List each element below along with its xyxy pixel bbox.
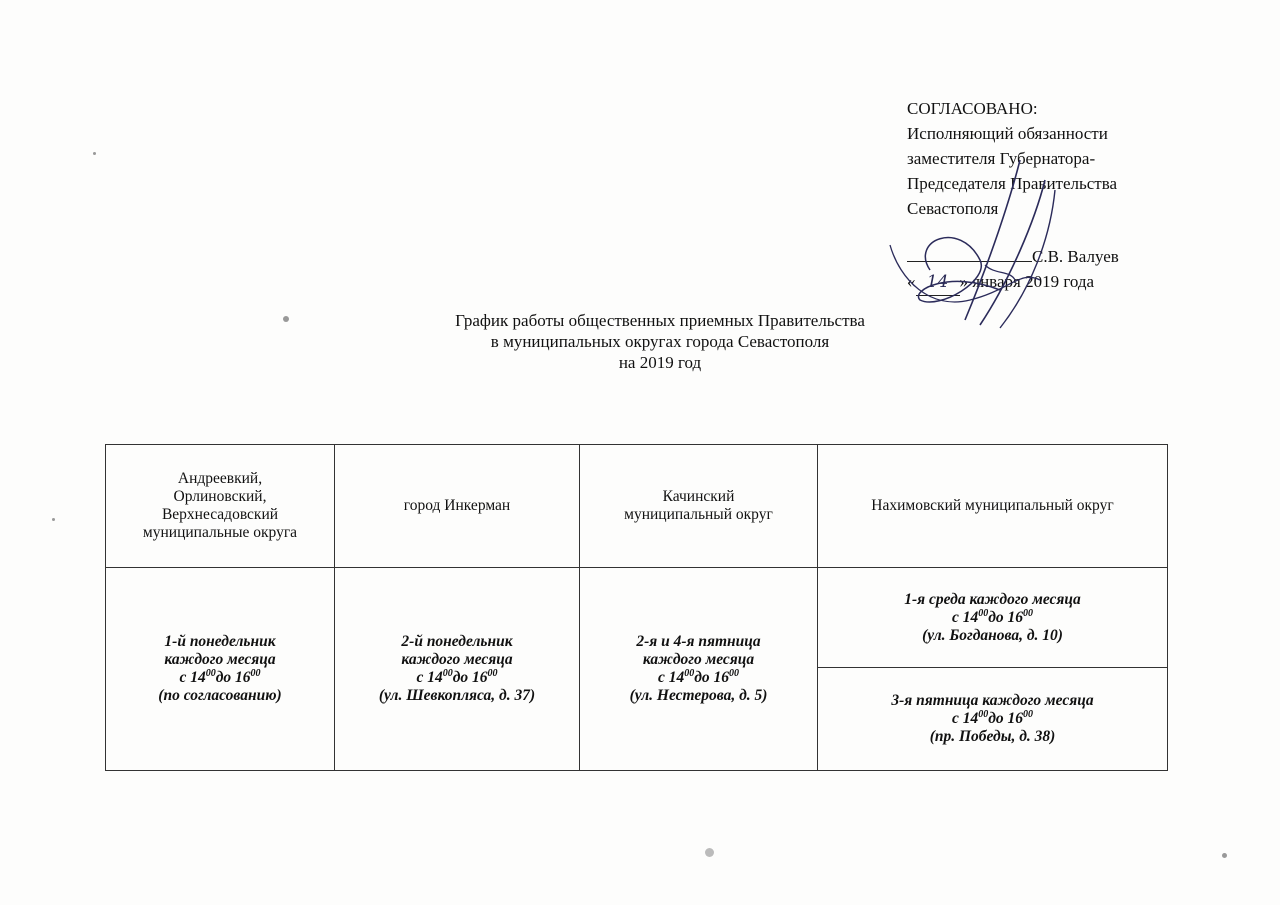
title-line-1: График работы общественных приемных Правительства [455,311,865,330]
date-open-quote: « [907,272,916,291]
signer-name: С.В. Валуев [1032,247,1119,266]
scan-speck [1222,853,1227,858]
approval-line: Исполняющий обязанности [907,124,1108,143]
header-andreevsky: Андреевкий, Орлиновский, Верхнесадовский муниципальные округа [106,445,335,568]
approval-line: заместителя Губернатора- [907,149,1096,168]
signature-blank [907,243,1032,262]
approval-date [907,269,1237,296]
scan-speck [93,152,96,155]
title-line-2: в муниципальных округах города Севастополя [490,332,830,351]
cell-kachinsky-schedule: 2-я и 4-я пятница каждого месяца с $14^{00}до$ $16^{00}$ (ул. Нестерова, д. 5) [580,568,818,771]
scan-speck [283,316,289,322]
date-day: 14 [916,270,960,296]
header-nakhimovsky: Нахимовский муниципальный округ [818,445,1168,568]
approval-line: Председателя Правительства [907,174,1118,193]
scan-speck [705,848,714,857]
schedule-table [105,444,1168,771]
signature-line [907,243,1237,269]
document-title [300,310,1020,373]
table-header-row [106,445,1168,568]
approval-heading: СОГЛАСОВАНО: [907,99,1038,118]
approval-line: Севастополя [907,199,999,218]
cell-inkerman-schedule: 2-й понедельник каждого месяца с $14^{00}до$ $16^{00}$ (ул. Шевкопляса, д. 37) [335,568,580,771]
table-row [106,568,1168,668]
approval-block [907,96,1237,296]
date-rest: » января 2019 года [959,272,1095,291]
scan-speck [52,518,55,521]
header-kachinsky: Качинский муниципальный округ [580,445,818,568]
header-inkerman: город Инкерман [335,445,580,568]
title-line-3: на 2019 год [618,353,702,372]
cell-nakhimovsky-schedule-2: 3-я пятница каждого месяца с $14^{00}до$ $16^{00}$ (пр. Победы, д. 38) [818,668,1168,771]
cell-nakhimovsky-schedule-1: 1-я среда каждого месяца с $14^{00}до$ $16^{00}$ (ул. Богданова, д. 10) [818,568,1168,668]
cell-andreevsky-schedule: 1-й понедельник каждого месяца с $14^{00}до$ $16^{00}$ (по согласованию) [106,568,335,771]
